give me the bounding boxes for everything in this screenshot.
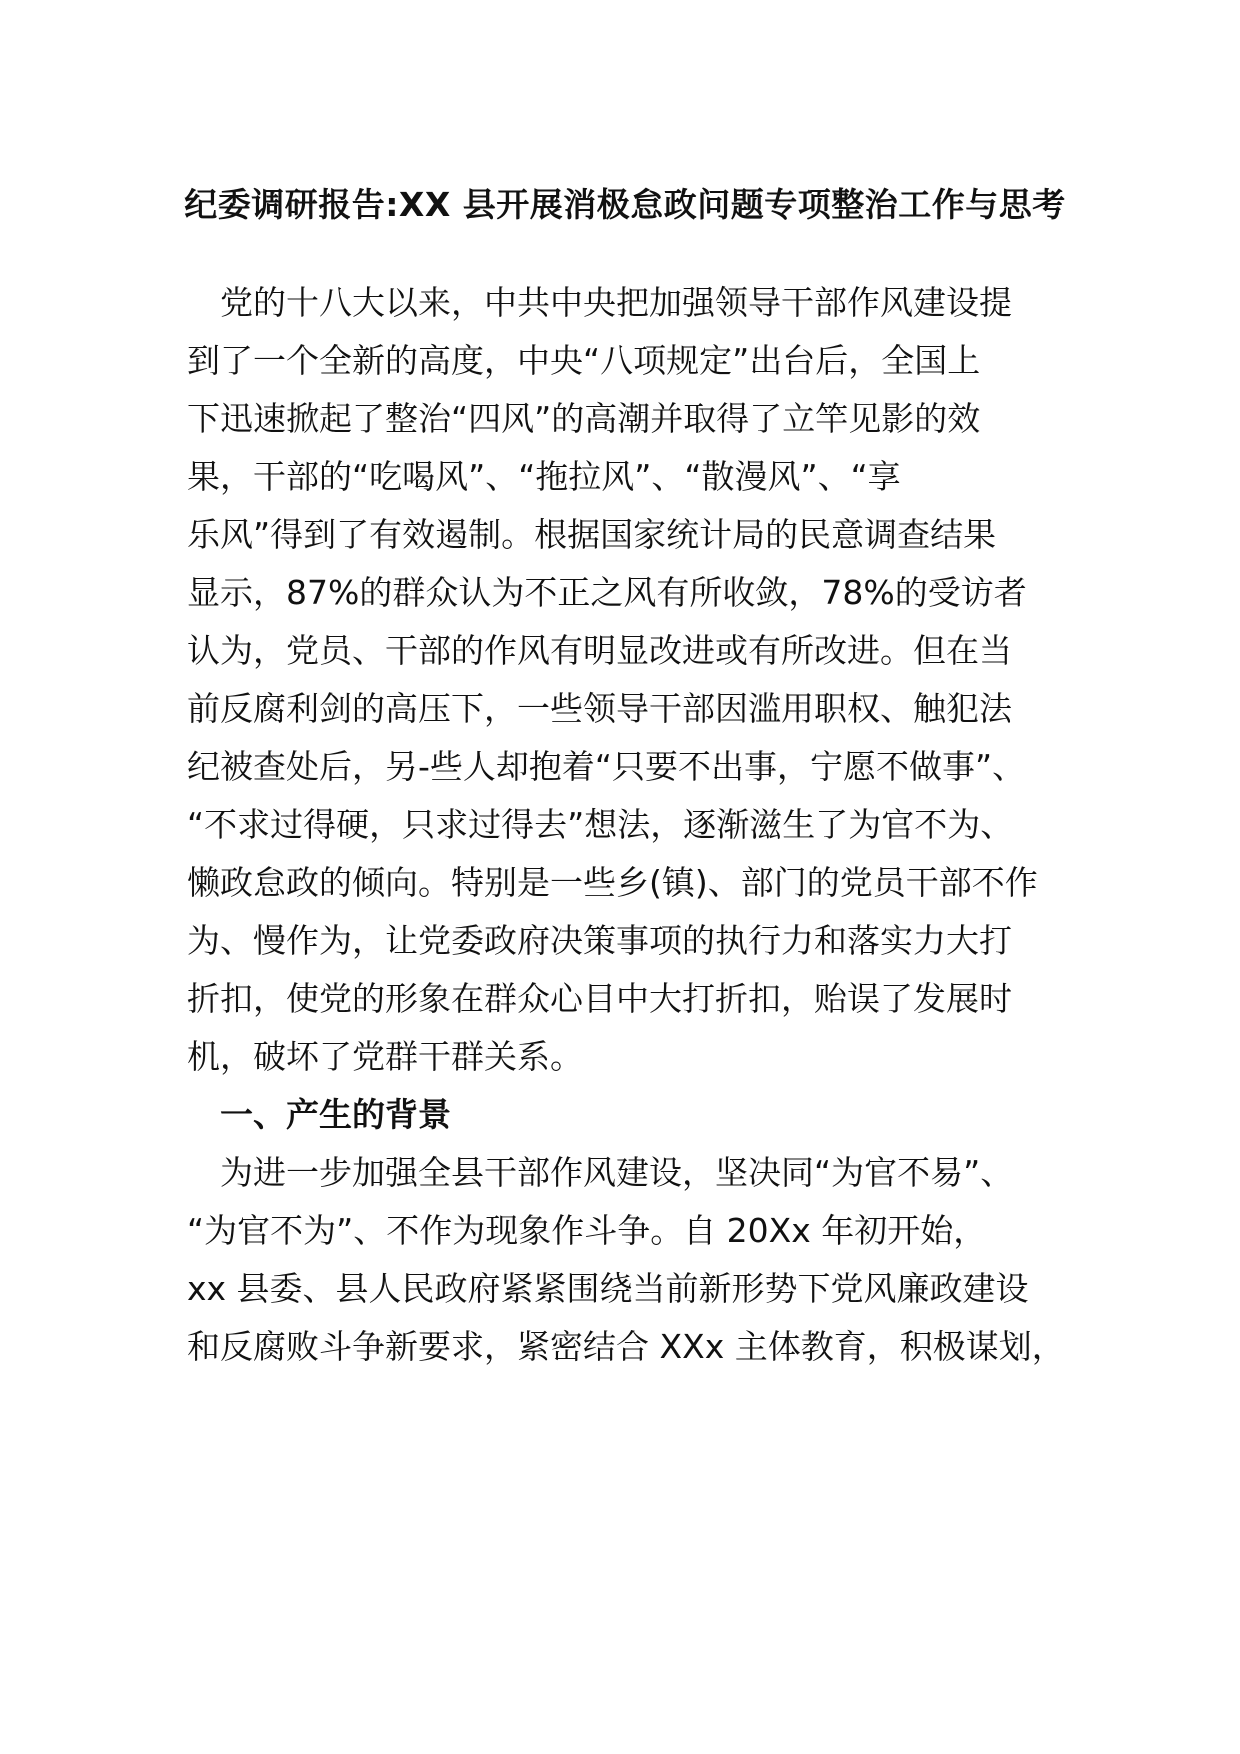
paragraph-line: 前反腐利剑的高压下，一些领导干部因滥用职权、触犯法 <box>187 689 1012 728</box>
paragraph-line: 为、慢作为，让党委政府决策事项的执行力和落实力大打 <box>187 921 1012 960</box>
paragraph-line: 折扣，使党的形象在群众心目中大打折扣，贻误了发展时 <box>187 979 1012 1018</box>
paragraph-line: 果，干部的“吃喝风”、“拖拉风”、“散漫风”、“享 <box>187 457 901 496</box>
paragraph-line: 到了一个全新的高度，中央“八项规定”出台后，全国上 <box>187 341 981 380</box>
paragraph-line: 下迅速掀起了整治“四风”的高潮并取得了立竿见影的效 <box>187 399 981 438</box>
paragraph-line: 和反腐败斗争新要求，紧密结合 XXx 主体教育，积极谋划， <box>187 1327 1065 1366</box>
paragraph-line: 机，破坏了党群干群关系。 <box>187 1037 583 1076</box>
paragraph-line: “不求过得硬，只求过得去”想法，逐渐滋生了为官不为、 <box>187 805 1014 844</box>
paragraph-line: 认为，党员、干部的作风有明显改进或有所改进。但在当 <box>187 631 1012 670</box>
paragraph-line: 懒政怠政的倾向。特别是一些乡(镇)、部门的党员干部不作 <box>187 863 1038 902</box>
paragraph-line: 党的十八大以来，中共中央把加强领导干部作风建设提 <box>187 283 1012 322</box>
section-heading: 一、产生的背景 <box>187 1095 451 1134</box>
paragraph-line: 纪被查处后，另-些人却抱着“只要不出事，宁愿不做事”、 <box>187 747 1026 786</box>
paragraph-line: 显示，87%的群众认为不正之风有所收敛，78%的受访者 <box>187 573 1027 612</box>
paragraph-line: “为官不为”、不作为现象作斗争。自 20Xx 年初开始， <box>187 1211 987 1250</box>
paragraph-line: 为进一步加强全县干部作风建设，坚决同“为官不易”、 <box>187 1153 1014 1192</box>
paragraph-line: xx 县委、县人民政府紧紧围绕当前新形势下党风廉政建设 <box>187 1269 1029 1308</box>
paragraph-line: 乐风”得到了有效遏制。根据国家统计局的民意调查结果 <box>187 515 997 554</box>
document-title: 纪委调研报告:XX 县开展消极怠政问题专项整治工作与思考 <box>184 185 1066 224</box>
